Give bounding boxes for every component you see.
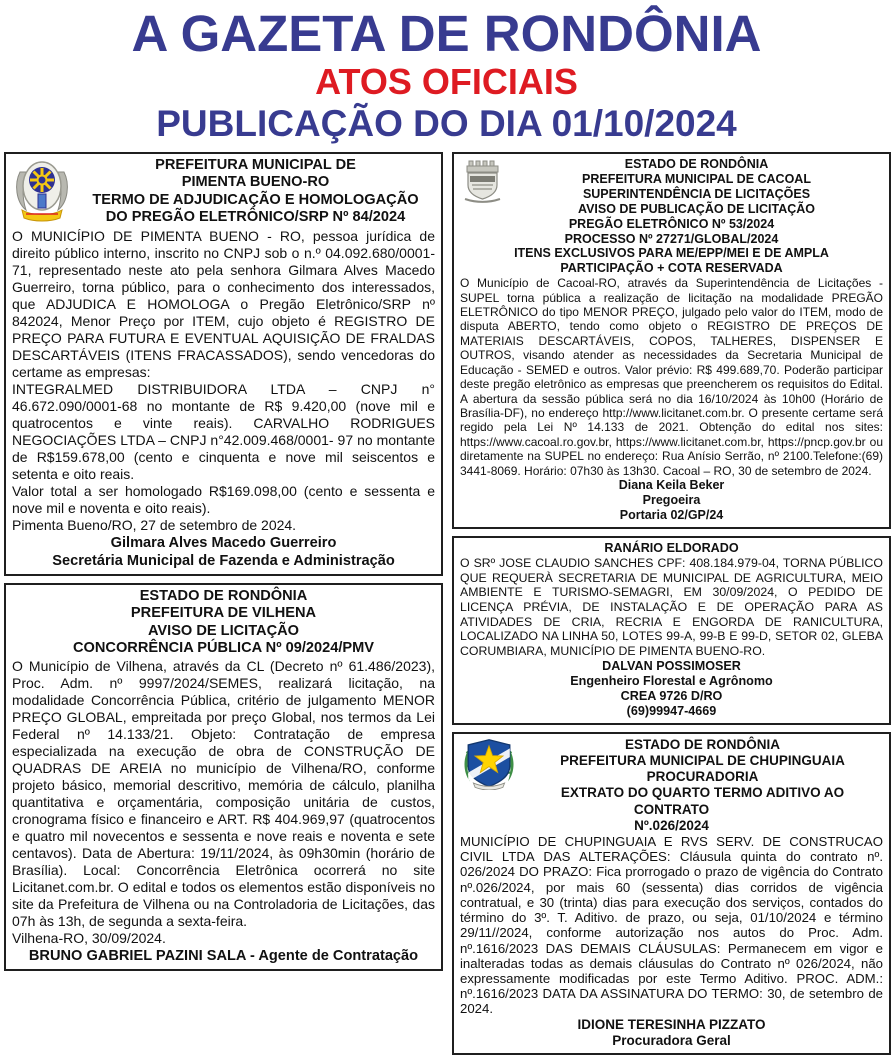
notice-header-line: TERMO DE ADJUDICAÇÃO E HOMOLOGAÇÃO bbox=[92, 191, 419, 208]
pimenta-bueno-crest-icon bbox=[12, 158, 72, 227]
notice-header-line: PREFEITURA MUNICIPAL DE bbox=[155, 157, 356, 173]
notice-header-line: AVISO DE PUBLICAÇÃO DE LICITAÇÃO bbox=[577, 201, 816, 216]
notice-header-line: ITENS EXCLUSIVOS PARA ME/EPP/MEI E DE AMPLA bbox=[514, 246, 829, 261]
notice-chupinguaia bbox=[452, 732, 891, 1055]
notice-header-line: EXTRATO DO QUARTO TERMO ADITIVO AO CONTRATO bbox=[560, 785, 845, 817]
signature-line: Gilmara Alves Macedo Guerreiro bbox=[110, 535, 337, 551]
notice-cacoal bbox=[452, 152, 891, 529]
notice-body bbox=[460, 834, 883, 1016]
notice-header-line: PROCURADORIA bbox=[646, 769, 759, 785]
notice-header-line: ESTADO DE RONDÔNIA bbox=[624, 157, 769, 171]
notice-signatures bbox=[12, 534, 435, 570]
signature-line: IDIONE TERESINHA PIZZATO bbox=[577, 1016, 766, 1032]
signature-line: Portaria 02/GP/24 bbox=[619, 507, 724, 522]
notice-header-line: PIMENTA BUENO-RO bbox=[181, 174, 330, 191]
notice-header bbox=[12, 157, 435, 228]
notice-header-line: PREFEITURA MUNICIPAL DE CHUPINGUAIA bbox=[560, 753, 845, 769]
notice-date-line: Vilhena-RO, 30/09/2024. bbox=[12, 929, 166, 946]
notice-header-line: PREFEITURA MUNICIPAL DE CACOAL bbox=[582, 171, 811, 186]
notice-header-line: ESTADO DE RONDÔNIA bbox=[139, 588, 308, 604]
chupinguaia-crest-icon bbox=[460, 738, 518, 795]
signature-line: (69)99947-4669 bbox=[626, 703, 717, 718]
notice-pimenta-bueno bbox=[4, 152, 443, 576]
cacoal-crest-icon bbox=[460, 158, 506, 209]
notice-signatures bbox=[460, 1017, 883, 1049]
signature-line: Engenheiro Florestal e Agrônomo bbox=[570, 673, 773, 688]
notice-header-line: PREGÃO ELETRÔNICO Nº 53/2024 bbox=[568, 216, 775, 231]
left-column bbox=[4, 152, 443, 971]
signature-line: Secretária Municipal de Fazenda e Administração bbox=[52, 553, 395, 569]
notice-date-line: Pimenta Bueno/RO, 27 de setembro de 2024. bbox=[12, 517, 297, 533]
notice-signatures bbox=[460, 478, 883, 523]
notice-header bbox=[460, 157, 883, 276]
notice-vilhena bbox=[4, 583, 443, 971]
notice-header-line: PARTICIPAÇÃO + COTA RESERVADA bbox=[560, 261, 783, 276]
notice-header-line: Nº.026/2024 bbox=[634, 817, 709, 833]
signature-line: CREA 9726 D/RO bbox=[620, 688, 723, 703]
masthead-subtitle: ATOS OFICIAIS bbox=[315, 61, 578, 102]
notice-paragraph: Valor total a ser homologado R$169.098,00 (cento e sessenta e nove mil e noventa e oito reais). bbox=[12, 483, 435, 516]
notice-ranario-eldorado bbox=[452, 536, 891, 725]
notice-header-line: AVISO DE LICITAÇÃO bbox=[147, 622, 300, 639]
right-column bbox=[452, 152, 891, 1055]
signature-line: Procuradora Geral bbox=[612, 1032, 731, 1048]
notice-header-line: DO PREGÃO ELETRÔNICO/SRP Nº 84/2024 bbox=[105, 209, 406, 226]
notice-paragraph: O MUNICÍPIO DE PIMENTA BUENO - RO, pessoa jurídica de direito público interno, inscrito no CNPJ sob o n.º 04.092.680/0001-71, representado neste ato pela senhora Gilmara Alves Macedo Guerreiro, torna público, para o conhecimento dos interessados, que ADJUDICA E HOMOLOGA o Pregão Eletrônico/SRP nº 842024, Menor Preço por ITEM, cujo objeto é REGISTRO DE PREÇO PARA FUTURA E EVENTUAL AQUISIÇÃO DE FRALDAS DESCARTÁVEIS (ITENS FRACASSADOS), sendo vencedoras do certame as empresas: bbox=[12, 228, 435, 380]
notice-body bbox=[460, 556, 883, 659]
notice-columns bbox=[0, 145, 893, 1055]
notice-header-line: CONCORRÊNCIA PÚBLICA Nº 09/2024/PMV bbox=[72, 640, 375, 657]
signature-line: DALVAN POSSIMOSER bbox=[602, 658, 741, 673]
notice-paragraph: O Município de Vilhena, através da CL (Decreto nº 61.486/2023), Proc. Adm. nº 9997/2024/SEMES, realizará licitação, na modalidade Concorrência Pública, critério de julgamento MENOR PREÇO GLOBAL, empreitada por preço Global, nos termos da Lei Federal nº 14.133/21. Objeto: Contratação de empresa especializada na execução de obra de CONSTRUÇÃO DE QUADRAS DE AREIA no município de Vilhena/RO, conforme projeto básico, memorial descritivo, memória de cálculo, planilha quantitativa e orçamentária, composição unitária de custos, cronograma físico e financeiro e ART. R$ 404.969,97 (quatrocentos e quatro mil novecentos e sessenta e nove reais e noventa e sete centavos). Data de Abertura: 19/11/2024, às 09h30min (horário de Brasília). Local: Concorrência Eletrônica ocorrerá no site Licitanet.com.br. O edital e todos os elementos estão disponíveis no site da Prefeitura de Vilhena ou na Controladoria de Licitações, das 07h às 13h, de segunda a sexta-feira. bbox=[12, 657, 435, 929]
notice-header-line: PROCESSO Nº 27271/GLOBAL/2024 bbox=[564, 231, 779, 246]
signature-line: BRUNO GABRIEL PAZINI SALA - Agente de Contratação bbox=[28, 947, 419, 964]
notice-header bbox=[460, 737, 883, 834]
masthead-title: A GAZETA DE RONDÔNIA bbox=[131, 5, 762, 62]
notice-signatures bbox=[460, 659, 883, 719]
notice-header-line: RANÁRIO ELDORADO bbox=[604, 540, 739, 555]
publication-date: PUBLICAÇÃO DO DIA 01/10/2024 bbox=[156, 103, 737, 144]
notice-body bbox=[460, 276, 883, 478]
notice-header-line: SUPERINTENDÊNCIA DE LICITAÇÕES bbox=[582, 186, 811, 201]
notice-paragraph: O SRº JOSE CLAUDIO SANCHES CPF: 408.184.979-04, TORNA PÚBLICO QUE REQUERÀ SECRETARIA DE MUNICIPAL DE AGRICULTURA, MEIO AMBIENTE E TURISMO-SEMAGRI, EM 30/09/2024, O PEDIDO DE LICENÇA PRÉVIA, DE INSTALAÇÃO E DE OPERAÇÃO PARA AS ATIVIDADES DE CRIA, RECRIA E ENGORDA DE RANICULTURA, LOCALIZADO NA LINHA 50, LOTES 99-A, 99-B E 99-D, SETOR 02, GLEBA CORUMBIARA, MUNICÍPIO DE PIMENTA BUENO-RO. bbox=[460, 555, 883, 659]
signature-line: Pregoeira bbox=[642, 492, 701, 507]
masthead bbox=[0, 0, 893, 145]
notice-body bbox=[12, 228, 435, 534]
notice-header bbox=[12, 588, 435, 658]
notice-paragraph: O Município de Cacoal-RO, através da Superintendência de Licitações - SUPEL torna pública a realização de licitação na modalidade PREGÃO ELETRÔNICO do tipo MENOR PREÇO, julgado pelo valor do ITEM, modo de disputa ABERTO, tendo como objeto o REGISTRO DE PREÇOS DE MATERIAIS DESCARTÁVEIS, COPOS, TALHERES, DISPENSER E OUTROS, visando atender as necessidades da Secretaria Municipal de Educação - SEMED e outros. Valor prévio: R$ 499.689,70. Poderão participar deste pregão eletrônico as empresas que preencherem os requisitos do Edital. A abertura da sessão pública será no dia 16/10/2024 às 10h00 (Horário de Brasília-DF), no endereço http://www.licitanet.com.br. O presente certame será regido pela Lei Nº 14.133 de 2021. Obtenção do edital nos sites: https://www.cacoal.ro.gov.br, https://www.licitanet.com.br, https://pncp.gov.br ou diretamente na SUPEL no endereço: Rua Anísio Serrão, nº 2100.Telefone:(69) 3441-8069. Horário: 07h30 às 13h30. Cacoal – RO, 30 de setembro de 2024. bbox=[460, 276, 883, 478]
notice-signatures bbox=[12, 947, 435, 965]
notice-header bbox=[460, 541, 883, 556]
notice-paragraph: INTEGRALMED DISTRIBUIDORA LTDA – CNPJ n° 46.672.090/0001-68 no montante de R$ 9.420,00 (nove mil e quatrocentos e vinte reais). CARVALHO RODRIGUES NEGOCIAÇÕES LTDA – CNPJ n°42.009.468/0001- 97 no montante de R$159.678,00 (cento e cinquenta e nove mil seiscentos e setenta e oito reais. bbox=[12, 381, 435, 482]
notice-header-line: ESTADO DE RONDÔNIA bbox=[624, 736, 780, 752]
signature-line: Diana Keila Beker bbox=[618, 477, 725, 492]
notice-body bbox=[12, 658, 435, 947]
notice-header-line: PREFEITURA DE VILHENA bbox=[130, 605, 317, 622]
notice-paragraph: MUNICÍPIO DE CHUPINGUAIA E RVS SERV. DE CONSTRUCAO CIVIL LTDA DAS ALTERAÇÕES: Cláusula quinta do contrato nº. 026/2024 DO PRAZO: Fica prorrogado o prazo de vigência do Contrato nº.026/2024, por mais 60 (sessenta) dias corridos de vigência contratual, e 30 (trinta) dias para execução dos serviços, contados do término do 3º. T. Aditivo. de prazo, ou seja, 01/10/2024 e término 29/11//2024, conforme autorização nos autos do Proc. Adm. nº.1616/2023 DAS DEMAIS CLÁUSULAS: Permanecem em vigor e inalteradas todas as demais cláusulas do Contrato nº 026/2024, não expressamente modificadas por este Termo Aditivo. PROC. ADM.: nº.1616/2023 DATA DA ASSINATURA DO TERMO: 30, de setembro de 2024. bbox=[460, 834, 883, 1017]
